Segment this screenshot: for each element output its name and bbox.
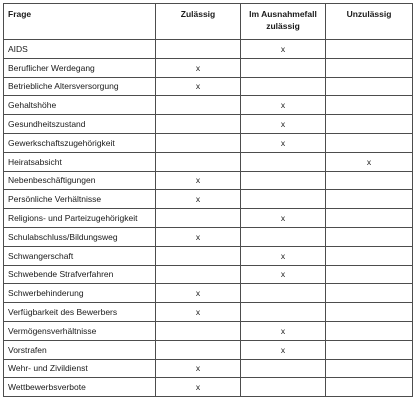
row-label: Gesundheitszustand [4,115,156,134]
header-row [4,4,413,40]
mark-zulaessig: x [156,303,241,322]
table-row [4,227,413,246]
mark-unzulaessig [326,246,413,265]
mark-unzulaessig: x [326,152,413,171]
mark-ausnahmefall [241,303,326,322]
row-label: Wettbewerbsverbote [4,378,156,397]
table-row [4,265,413,284]
row-label: Religions- und Parteizugehörigkeit [4,209,156,228]
mark-ausnahmefall: x [241,96,326,115]
mark-zulaessig [156,96,241,115]
mark-unzulaessig [326,378,413,397]
table-row [4,340,413,359]
table-row [4,190,413,209]
mark-ausnahmefall [241,152,326,171]
mark-zulaessig: x [156,359,241,378]
mark-unzulaessig [326,133,413,152]
table-row [4,284,413,303]
header-zulaessig: Zulässig [156,4,241,40]
row-label: Heiratsabsicht [4,152,156,171]
table-row [4,171,413,190]
questions-table [3,3,413,397]
header-frage: Frage [4,4,156,40]
mark-zulaessig: x [156,190,241,209]
row-label: Schwerbehinderung [4,284,156,303]
row-label: Betriebliche Altersversorgung [4,77,156,96]
row-label: Wehr- und Zivildienst [4,359,156,378]
mark-ausnahmefall [241,227,326,246]
mark-ausnahmefall [241,190,326,209]
mark-zulaessig [156,321,241,340]
mark-ausnahmefall: x [241,133,326,152]
mark-zulaessig: x [156,58,241,77]
row-label: Vermögensverhältnisse [4,321,156,340]
mark-zulaessig [156,246,241,265]
mark-zulaessig [156,115,241,134]
mark-ausnahmefall: x [241,40,326,59]
mark-ausnahmefall [241,378,326,397]
table-body [4,40,413,397]
mark-zulaessig [156,209,241,228]
table-row [4,209,413,228]
mark-unzulaessig [326,190,413,209]
table-row [4,40,413,59]
header-ausnahmefall: Im Ausnahmefall zulässig [241,4,326,40]
table-row [4,246,413,265]
mark-unzulaessig [326,40,413,59]
table-row [4,58,413,77]
mark-ausnahmefall: x [241,246,326,265]
mark-unzulaessig [326,284,413,303]
mark-ausnahmefall [241,77,326,96]
header-unzulaessig: Unzulässig [326,4,413,40]
row-label: AIDS [4,40,156,59]
mark-unzulaessig [326,209,413,228]
mark-ausnahmefall [241,284,326,303]
mark-ausnahmefall: x [241,209,326,228]
mark-unzulaessig [326,227,413,246]
mark-zulaessig: x [156,378,241,397]
row-label: Schwangerschaft [4,246,156,265]
mark-zulaessig [156,40,241,59]
table-row [4,152,413,171]
mark-zulaessig [156,133,241,152]
table-row [4,321,413,340]
table-row [4,77,413,96]
mark-unzulaessig [326,115,413,134]
mark-unzulaessig [326,321,413,340]
table-row [4,96,413,115]
table-row [4,359,413,378]
row-label: Verfügbarkeit des Bewerbers [4,303,156,322]
table-header [4,4,413,40]
mark-unzulaessig [326,96,413,115]
mark-ausnahmefall [241,359,326,378]
mark-zulaessig: x [156,227,241,246]
row-label: Beruflicher Werdegang [4,58,156,77]
row-label: Gehaltshöhe [4,96,156,115]
mark-unzulaessig [326,58,413,77]
mark-zulaessig [156,340,241,359]
table-row [4,133,413,152]
mark-unzulaessig [326,265,413,284]
mark-unzulaessig [326,171,413,190]
mark-unzulaessig [326,303,413,322]
mark-ausnahmefall [241,171,326,190]
mark-zulaessig: x [156,284,241,303]
table-row [4,303,413,322]
mark-zulaessig: x [156,77,241,96]
mark-ausnahmefall [241,58,326,77]
row-label: Nebenbeschäftigungen [4,171,156,190]
mark-ausnahmefall: x [241,115,326,134]
mark-ausnahmefall: x [241,265,326,284]
mark-ausnahmefall: x [241,321,326,340]
mark-zulaessig: x [156,171,241,190]
mark-unzulaessig [326,340,413,359]
mark-zulaessig [156,152,241,171]
row-label: Schwebende Strafverfahren [4,265,156,284]
mark-zulaessig [156,265,241,284]
mark-unzulaessig [326,77,413,96]
row-label: Schulabschluss/Bildungsweg [4,227,156,246]
mark-ausnahmefall: x [241,340,326,359]
table-row [4,115,413,134]
mark-unzulaessig [326,359,413,378]
row-label: Gewerkschaftszugehörigkeit [4,133,156,152]
table-row [4,378,413,397]
row-label: Persönliche Verhältnisse [4,190,156,209]
row-label: Vorstrafen [4,340,156,359]
